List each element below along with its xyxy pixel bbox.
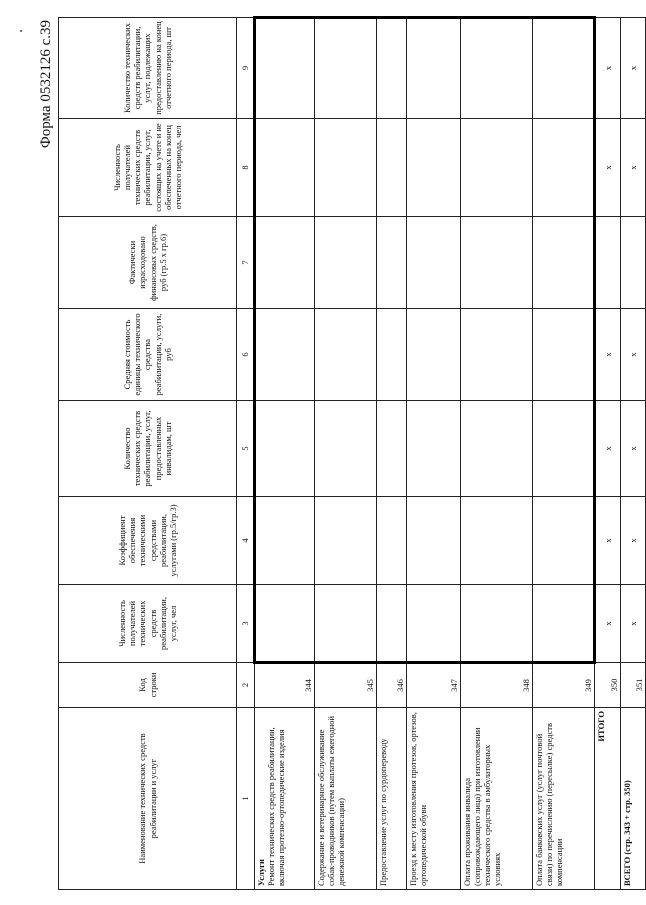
row-name: Проезд к месту изготовления протезов, ортезов, ортопедической обуви [408,712,429,886]
col-number: 2 [237,663,255,708]
value-cell: x [621,309,646,401]
value-cell [533,119,595,217]
value-cell [255,401,315,497]
value-cell [533,217,595,309]
total-row [595,18,621,890]
value-cell [461,309,533,401]
row-name-cell [377,708,407,890]
table-row [315,18,377,890]
col-number: 8 [237,119,255,217]
value-cell [407,18,461,119]
header-col4: Коэффициент обеспечения техническими средствами реабилитации, услугами (гр.5/гр.3) [59,497,237,585]
col-number: 7 [237,217,255,309]
row-code: 344 [255,663,315,708]
row-name: Оплата проживания инвалида (сопровождающего лица) при изготовлении технического средства в амбулаторных условиях [462,727,503,886]
value-cell [461,585,533,663]
table-row [533,18,595,890]
row-name: ВСЕГО (стр. 343 + стр. 350) [622,780,632,886]
col-number: 9 [237,18,255,119]
value-cell [461,119,533,217]
value-cell [377,585,407,663]
header-col1: Наименование технических средств реабилитации и услуг [59,708,237,890]
header-row [59,18,237,890]
value-cell [255,497,315,585]
rotated-page [38,18,644,890]
value-cell [315,119,377,217]
value-cell [377,217,407,309]
col-number: 5 [237,401,255,497]
table-row [255,18,315,890]
row-name-cell [407,708,461,890]
value-cell: x [595,497,621,585]
value-cell [377,119,407,217]
value-cell [407,497,461,585]
report-table [58,16,646,890]
header-col6: Средняя стоимость единицы технического средства реабилитации, услуги, руб [59,309,237,401]
column-number-row [237,18,255,890]
value-cell: x [621,585,646,663]
value-cell [377,18,407,119]
header-col8: Численность получателей технических средств реабилитации, услуг, состоящих на учете и не обеспеченных на конец отчетного периода, чел [59,119,237,217]
value-cell [533,401,595,497]
value-cell [621,217,646,309]
table-row [407,18,461,890]
header-col2: Код строки [59,663,237,708]
form-label: Форма 0532126 с.39 [38,20,54,149]
col-number: 1 [237,708,255,890]
value-cell [533,309,595,401]
row-code: 350 [595,663,621,708]
row-name-cell [315,708,377,890]
value-cell: x [595,119,621,217]
value-cell: x [595,401,621,497]
header-col3: Численность получателей технических средств реабилитации, услуг, чел [59,585,237,663]
value-cell [461,497,533,585]
value-cell [377,401,407,497]
value-cell [315,401,377,497]
row-code: 349 [533,663,595,708]
row-name: Оплата банковских услуг (услуг почтовой связи) по перечислению (пересылке) средств компенсации [534,723,565,886]
table-row [377,18,407,890]
value-cell: x [621,401,646,497]
value-cell [315,309,377,401]
row-name-cell [595,708,621,890]
row-name-cell [461,708,533,890]
value-cell: x [621,18,646,119]
value-cell [255,217,315,309]
header-col7: Фактически израсходовано финансовых средств, руб (гр.5 х гр.6) [59,217,237,309]
value-cell [377,497,407,585]
value-cell [407,217,461,309]
value-cell [533,585,595,663]
value-cell [255,18,315,119]
value-cell: x [595,309,621,401]
row-name: Содержание и ветеринарное обслуживание собак-проводников (путем выплаты ежегодной денежной компенсации) [316,715,347,886]
value-cell [461,217,533,309]
value-cell [533,18,595,119]
row-name-cell [255,708,315,890]
value-cell [255,309,315,401]
value-cell [533,497,595,585]
value-cell [407,119,461,217]
value-cell [315,585,377,663]
row-code: 351 [621,663,646,708]
value-cell [255,585,315,663]
value-cell [461,18,533,119]
value-cell: x [621,119,646,217]
value-cell [377,309,407,401]
value-cell: x [595,585,621,663]
value-cell [595,217,621,309]
header-col5: Количество технических средств реабилитации, услуг, предоставленных инвалидам, шт [59,401,237,497]
value-cell [407,585,461,663]
col-number: 3 [237,585,255,663]
value-cell: x [595,18,621,119]
grand-total-row [621,18,646,890]
value-cell [315,217,377,309]
value-cell [461,401,533,497]
section-title: Услуги [256,859,266,886]
value-cell: x [621,497,646,585]
col-number: 4 [237,497,255,585]
table-row [461,18,533,890]
value-cell [255,119,315,217]
row-code: 345 [315,663,377,708]
row-code: 348 [461,663,533,708]
value-cell [407,309,461,401]
row-name: Ремонт технических средств реабилитации, включая протезно-ортопедические изделия [266,727,287,886]
table-body [255,18,646,890]
scan-speck [20,30,22,32]
row-code: 346 [377,663,407,708]
row-name-cell [621,708,646,890]
header-col9: Количество технических средств реабилитации, услуг, подлежащих предоставлению на конец отчетного периода, шт [59,18,237,119]
col-number: 6 [237,309,255,401]
value-cell [407,401,461,497]
value-cell [315,497,377,585]
value-cell [315,18,377,119]
row-name: Предоставление услуг по сурдопереводу [378,738,388,886]
row-name-cell [533,708,595,890]
row-code: 347 [407,663,461,708]
row-name: ИТОГО [596,711,606,742]
